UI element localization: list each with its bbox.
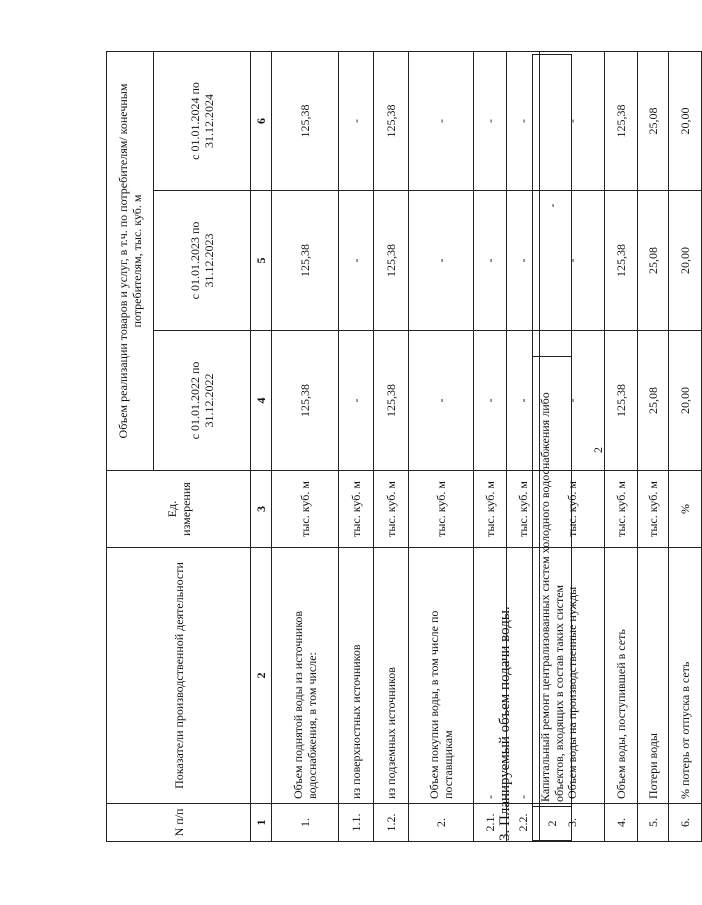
row-value: - xyxy=(339,52,374,191)
table-row xyxy=(339,52,374,842)
header-row xyxy=(107,52,154,842)
row-value: 125,38 xyxy=(605,191,638,331)
header-num: N п/п xyxy=(107,804,251,842)
table-row xyxy=(540,52,605,842)
col-number: 6 xyxy=(251,52,272,191)
row-value: - xyxy=(533,55,572,357)
row-name: Объем покупки воды, в том числе по поставщикам xyxy=(409,548,474,804)
row-value: 20,00 xyxy=(669,191,702,331)
row-value: - xyxy=(339,331,374,471)
water-supply-table xyxy=(106,51,702,842)
table-row xyxy=(374,52,409,842)
row-value: 125,38 xyxy=(374,331,409,471)
row-unit: тыс. куб. м xyxy=(409,471,474,548)
row-number: 6. xyxy=(669,804,702,842)
col-number: 2 xyxy=(251,548,272,804)
row-value: 125,38 xyxy=(272,191,339,331)
header-indicator: Показатели производственной деятельности xyxy=(107,548,251,804)
row-number: 2.2. xyxy=(507,804,540,842)
table-row xyxy=(605,52,638,842)
row-value: 125,38 xyxy=(272,331,339,471)
row-unit: тыс. куб. м xyxy=(507,471,540,548)
row-name: из подземных источников xyxy=(374,548,409,804)
row-name: Объем поднятой воды из источников водоснабжения, в том числе: xyxy=(272,548,339,804)
row-name: - xyxy=(474,548,507,804)
header-volume: Объем реализации товаров и услуг, в т.ч. по потребителям/ конечным потребителям, тыс. куб. м xyxy=(107,52,154,471)
row-value: - xyxy=(339,191,374,331)
table-row xyxy=(409,52,474,842)
row-value: 125,38 xyxy=(374,52,409,191)
row-value: 25,08 xyxy=(638,52,669,191)
table-row xyxy=(507,52,540,842)
page-number: 2 xyxy=(591,447,605,453)
row-value: - xyxy=(507,331,540,471)
header-period: с 01.01.2023 по 31.12.2023 xyxy=(154,191,251,331)
row-name: из поверхностных источников xyxy=(339,548,374,804)
row-number: 1. xyxy=(272,804,339,842)
col-number: 5 xyxy=(251,191,272,331)
row-number: 2.1. xyxy=(474,804,507,842)
row-number: 2. xyxy=(409,804,474,842)
row-value: - xyxy=(507,52,540,191)
row-value: - xyxy=(409,52,474,191)
col-number: 4 xyxy=(251,331,272,471)
row-name: % потерь от отпуска в сеть xyxy=(669,548,702,804)
row-value: 125,38 xyxy=(605,331,638,471)
row-value: - xyxy=(409,191,474,331)
col-number: 3 xyxy=(251,471,272,548)
row-number: 4. xyxy=(605,804,638,842)
table-row xyxy=(669,52,702,842)
row-name: - xyxy=(507,548,540,804)
row-text: Капитальный ремонт централизованных систем холодного водоснабжения либо объектов, входящих в состав таких систем xyxy=(533,357,572,807)
row-unit: тыс. куб. м xyxy=(540,471,605,548)
row-name: Объем воды на производственные нужды xyxy=(540,548,605,804)
row-value: - xyxy=(474,191,507,331)
row-number: 2 xyxy=(533,807,572,841)
header-unit: Ед. измерения xyxy=(107,471,251,548)
row-number: 1.2. xyxy=(374,804,409,842)
row-value: - xyxy=(474,52,507,191)
row-unit: тыс. куб. м xyxy=(374,471,409,548)
table-row xyxy=(272,52,339,842)
row-unit: тыс. куб. м xyxy=(474,471,507,548)
table-row xyxy=(638,52,669,842)
row-value: 20,00 xyxy=(669,52,702,191)
row-value: - xyxy=(540,331,605,471)
table-row xyxy=(474,52,507,842)
row-unit: тыс. куб. м xyxy=(272,471,339,548)
row-value: 125,38 xyxy=(374,191,409,331)
header-period: с 01.01.2022 по 31.12.2022 xyxy=(154,331,251,471)
row-value: - xyxy=(540,52,605,191)
row-name: Объем воды, поступившей в сеть xyxy=(605,548,638,804)
row-unit: тыс. куб. м xyxy=(339,471,374,548)
row-unit: тыс. куб. м xyxy=(605,471,638,548)
header-period: с 01.01.2024 по 31.12.2024 xyxy=(154,52,251,191)
row-value: - xyxy=(474,331,507,471)
row-value: 25,08 xyxy=(638,331,669,471)
row-value: 25,08 xyxy=(638,191,669,331)
row-unit: тыс. куб. м xyxy=(638,471,669,548)
row-value: 125,38 xyxy=(605,52,638,191)
row-number: 1.1. xyxy=(339,804,374,842)
row-value: 125,38 xyxy=(272,52,339,191)
col-number: 1 xyxy=(251,804,272,842)
row-value: 20,00 xyxy=(669,331,702,471)
row-number: 5. xyxy=(638,804,669,842)
row-name: Потери воды xyxy=(638,548,669,804)
row-value: - xyxy=(409,331,474,471)
row-value: - xyxy=(540,191,605,331)
row-unit: % xyxy=(669,471,702,548)
row-number: 3. xyxy=(540,804,605,842)
section-title: 3. Планируемый объем подачи воды. xyxy=(497,606,513,841)
row-value: - xyxy=(507,191,540,331)
column-numbers-row xyxy=(251,52,272,842)
